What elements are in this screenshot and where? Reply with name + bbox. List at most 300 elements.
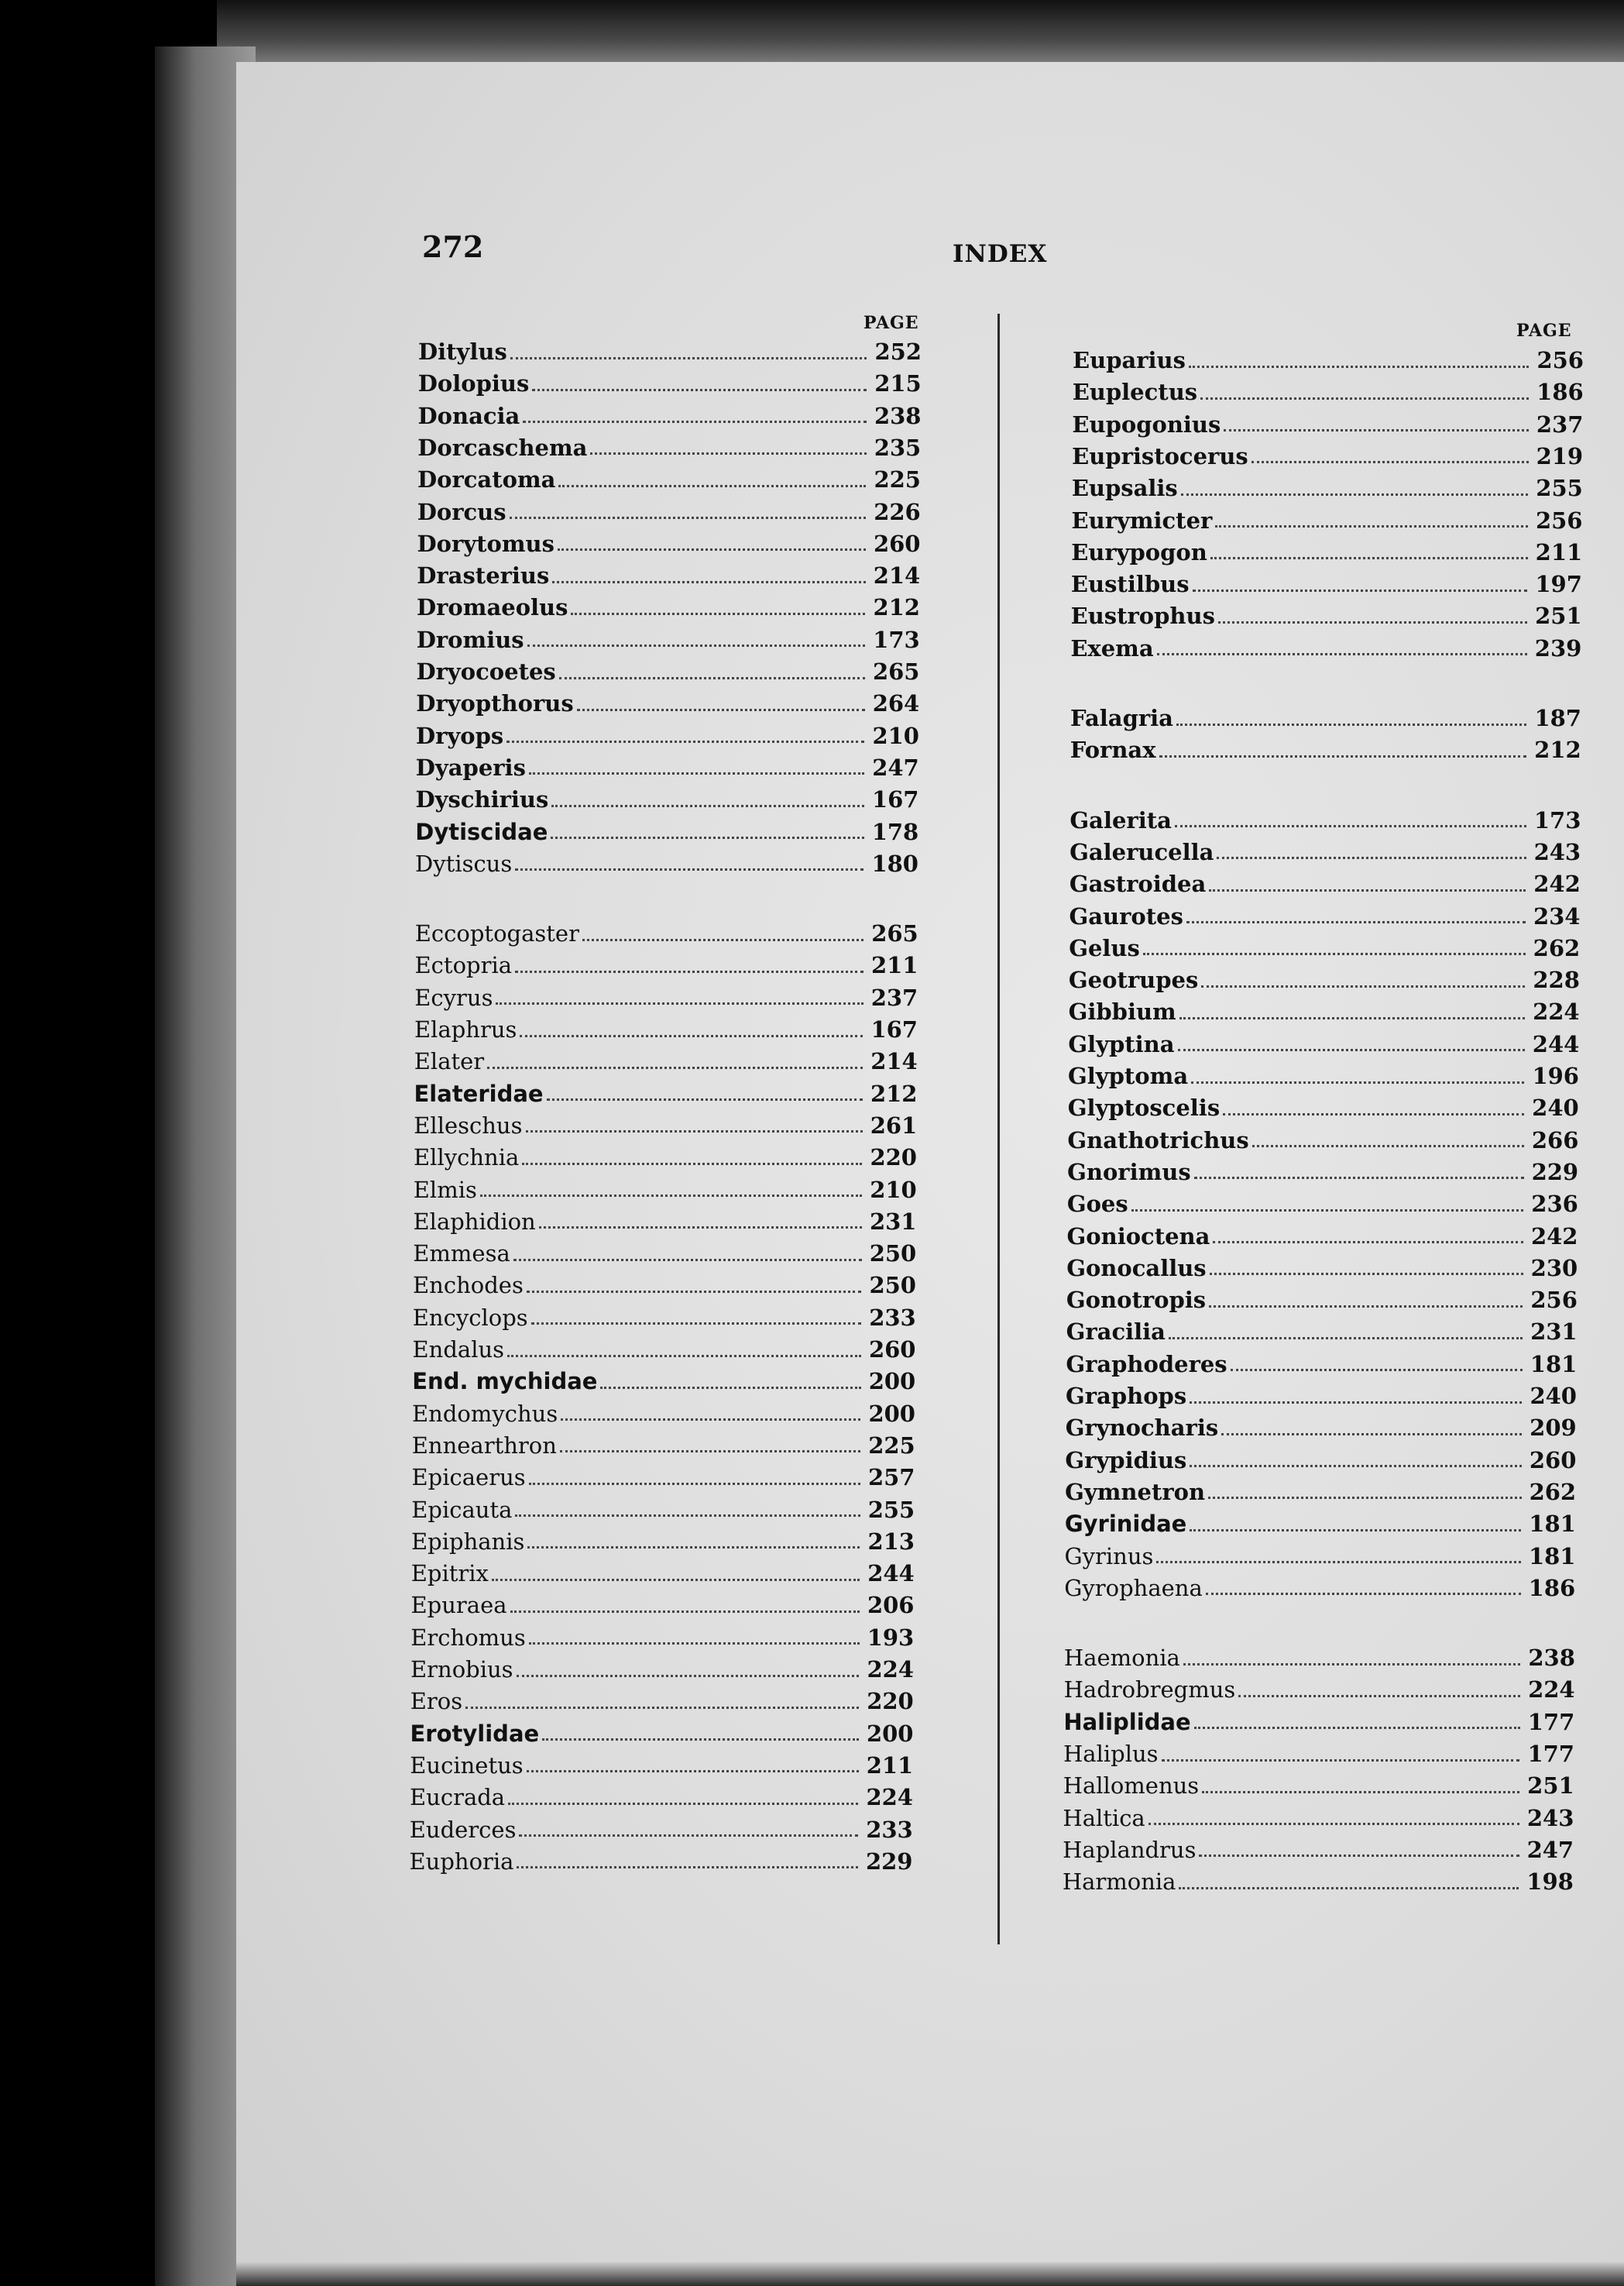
genus-name: Dorcus bbox=[417, 498, 506, 525]
index-entry bbox=[415, 848, 918, 879]
dot-leader bbox=[480, 1195, 862, 1197]
family-name: Erotylidae bbox=[410, 1720, 540, 1747]
page-reference: 224 bbox=[867, 1656, 914, 1683]
page-reference: 265 bbox=[872, 658, 920, 685]
dot-leader bbox=[1193, 590, 1528, 592]
genus-name: Emmesa bbox=[413, 1240, 510, 1267]
index-entry bbox=[1070, 734, 1581, 765]
index-entry bbox=[1063, 1866, 1574, 1897]
index-entry bbox=[417, 592, 920, 623]
index-entry bbox=[417, 432, 921, 463]
index-entry bbox=[416, 688, 919, 719]
page-reference: 265 bbox=[871, 920, 918, 947]
genus-name: Haemonia bbox=[1063, 1645, 1180, 1672]
dot-leader bbox=[559, 677, 865, 679]
index-entry bbox=[1069, 996, 1580, 1027]
genus-name: Elaphidion bbox=[413, 1208, 536, 1235]
page-reference: 233 bbox=[866, 1816, 913, 1843]
page-reference: 228 bbox=[1533, 967, 1580, 994]
dot-leader bbox=[1194, 1177, 1524, 1179]
dot-leader bbox=[547, 1098, 863, 1101]
index-entry bbox=[1067, 1157, 1578, 1188]
index-entry bbox=[1064, 1573, 1575, 1604]
genus-name: Encyclops bbox=[412, 1304, 528, 1331]
page-reference: 238 bbox=[1528, 1645, 1575, 1672]
dot-leader bbox=[531, 1322, 862, 1325]
dot-leader bbox=[506, 741, 864, 743]
dot-leader bbox=[527, 645, 866, 647]
index-entry bbox=[1072, 409, 1583, 440]
dot-leader bbox=[517, 1675, 860, 1677]
index-entry bbox=[418, 368, 922, 399]
dot-leader bbox=[1224, 429, 1529, 431]
genus-name: Dorytomus bbox=[417, 530, 554, 557]
index-entry bbox=[1070, 633, 1581, 664]
genus-name: Geotrupes bbox=[1068, 967, 1199, 994]
genus-name: Epitrix bbox=[410, 1560, 489, 1587]
page-reference: 187 bbox=[1534, 705, 1581, 731]
genus-name: Grypidius bbox=[1065, 1446, 1187, 1473]
page-reference: 211 bbox=[866, 1751, 914, 1779]
page-reference: 260 bbox=[873, 530, 921, 557]
page-reference: 256 bbox=[1536, 347, 1584, 373]
page-reference: 200 bbox=[866, 1720, 914, 1747]
dot-leader bbox=[515, 971, 864, 973]
index-entry bbox=[413, 1270, 916, 1301]
index-entry bbox=[1066, 1380, 1577, 1411]
index-entry bbox=[1071, 600, 1582, 631]
genus-name: Exema bbox=[1070, 634, 1154, 662]
index-entry bbox=[412, 1430, 915, 1461]
index-entry bbox=[417, 464, 921, 495]
dot-leader bbox=[510, 357, 867, 359]
index-entry bbox=[1063, 1738, 1574, 1769]
dot-leader bbox=[1213, 1241, 1523, 1243]
dot-leader bbox=[1186, 921, 1526, 923]
index-entry bbox=[416, 784, 919, 815]
dot-leader bbox=[529, 772, 864, 775]
page-reference: 238 bbox=[874, 402, 922, 429]
index-entry bbox=[411, 1590, 915, 1621]
page-reference: 210 bbox=[870, 1176, 917, 1203]
index-entry bbox=[416, 752, 919, 783]
genus-name: Ennearthron bbox=[411, 1432, 557, 1459]
index-entry bbox=[411, 1526, 915, 1557]
index-entry bbox=[1063, 1834, 1574, 1865]
page-reference: 266 bbox=[1531, 1126, 1579, 1153]
dot-leader bbox=[1162, 1759, 1520, 1762]
page-reference: 224 bbox=[1528, 1676, 1575, 1703]
page-reference: 219 bbox=[1536, 442, 1584, 469]
genus-name: Ditylus bbox=[418, 339, 507, 365]
genus-name: Grynocharis bbox=[1065, 1415, 1219, 1442]
dot-leader bbox=[1238, 1695, 1520, 1697]
page-reference: 252 bbox=[874, 339, 922, 365]
genus-name: Euparius bbox=[1073, 347, 1186, 373]
page-reference: 242 bbox=[1533, 871, 1581, 898]
index-entry bbox=[1070, 805, 1581, 836]
genus-name: Ellychnia bbox=[414, 1144, 520, 1171]
page-reference: 237 bbox=[870, 984, 918, 1011]
page-reference: 250 bbox=[869, 1240, 917, 1267]
page-reference: 229 bbox=[865, 1848, 913, 1875]
genus-name: Donacia bbox=[417, 402, 520, 429]
page-reference: 244 bbox=[867, 1560, 915, 1587]
index-entry bbox=[1071, 569, 1582, 600]
genus-name: Dyschirius bbox=[415, 786, 549, 813]
genus-name: Eccoptogaster bbox=[414, 920, 579, 947]
dot-leader bbox=[1231, 1369, 1523, 1371]
page-reference: 198 bbox=[1526, 1868, 1574, 1896]
page-reference: 260 bbox=[868, 1336, 916, 1363]
index-entry bbox=[1065, 1508, 1576, 1539]
page-reference: 209 bbox=[1530, 1415, 1577, 1442]
page-reference: 181 bbox=[1529, 1511, 1576, 1538]
page-reference: 242 bbox=[1530, 1222, 1578, 1250]
dot-leader bbox=[510, 1611, 860, 1613]
page-reference: 251 bbox=[1535, 603, 1582, 630]
index-entry bbox=[414, 1206, 917, 1237]
page-reference: 250 bbox=[869, 1272, 916, 1299]
page-reference: 239 bbox=[1534, 634, 1582, 662]
dot-leader bbox=[496, 1002, 863, 1005]
family-name: Haliplidae bbox=[1063, 1708, 1191, 1735]
page-reference: 211 bbox=[870, 952, 918, 979]
index-entry bbox=[1069, 933, 1580, 964]
dot-leader bbox=[1201, 985, 1525, 988]
page-reference: 243 bbox=[1533, 838, 1581, 865]
dot-leader bbox=[1206, 1593, 1521, 1595]
book-page bbox=[236, 62, 1624, 2286]
top-shadow bbox=[217, 0, 1624, 70]
page-reference: 173 bbox=[1533, 806, 1581, 834]
index-entry bbox=[417, 560, 920, 591]
genus-name: Galerucella bbox=[1070, 838, 1214, 865]
index-entry bbox=[1065, 1541, 1576, 1572]
page-reference: 180 bbox=[871, 850, 918, 877]
index-entry bbox=[414, 1046, 918, 1077]
genus-name: Gracilia bbox=[1066, 1318, 1166, 1346]
index-entry bbox=[415, 950, 918, 981]
column-divider bbox=[997, 314, 1000, 1944]
page-reference: 236 bbox=[1531, 1191, 1578, 1218]
genus-name: Elmis bbox=[413, 1176, 477, 1203]
index-entry bbox=[1073, 345, 1584, 376]
genus-name: Epuraea bbox=[410, 1592, 507, 1619]
dot-leader bbox=[510, 517, 867, 519]
genus-name: Epiphanis bbox=[411, 1528, 525, 1555]
page-reference: 240 bbox=[1530, 1383, 1577, 1409]
page-reference: 181 bbox=[1528, 1542, 1576, 1569]
page-reference: 210 bbox=[872, 722, 919, 749]
genus-name: Haliplus bbox=[1063, 1741, 1159, 1767]
genus-name: Goes bbox=[1066, 1191, 1128, 1218]
index-entry bbox=[418, 336, 922, 367]
page-reference: 177 bbox=[1527, 1708, 1575, 1735]
dot-leader bbox=[1159, 755, 1527, 758]
index-entry bbox=[1066, 1349, 1577, 1380]
dot-leader bbox=[529, 1483, 860, 1485]
dot-leader bbox=[582, 939, 864, 941]
index-entry bbox=[1070, 703, 1581, 734]
running-head: INDEX bbox=[953, 240, 1048, 268]
genus-name: Dryocoetes bbox=[416, 658, 556, 685]
index-entry bbox=[1067, 1221, 1578, 1252]
page-reference: 178 bbox=[871, 818, 919, 845]
genus-name: Epicaerus bbox=[411, 1464, 526, 1491]
page-reference: 211 bbox=[1535, 538, 1583, 565]
index-entry bbox=[416, 720, 919, 751]
dot-leader bbox=[1183, 1663, 1521, 1666]
dot-leader bbox=[590, 452, 866, 455]
dot-leader bbox=[1179, 1887, 1519, 1889]
genus-name: Haltica bbox=[1063, 1804, 1145, 1831]
dot-leader bbox=[527, 1546, 860, 1549]
page-reference: 234 bbox=[1533, 902, 1581, 930]
dot-leader bbox=[1157, 653, 1527, 655]
genus-name: Eucrada bbox=[410, 1784, 506, 1811]
genus-name: Glyptoscelis bbox=[1067, 1095, 1221, 1122]
page-reference: 231 bbox=[1530, 1318, 1578, 1346]
index-entry bbox=[417, 656, 920, 687]
index-entry bbox=[412, 1366, 915, 1397]
page-reference: 235 bbox=[874, 434, 922, 461]
index-entry bbox=[415, 918, 918, 949]
dot-leader bbox=[561, 1418, 860, 1421]
index-entry bbox=[411, 1558, 915, 1589]
dot-leader bbox=[522, 1163, 862, 1165]
index-entry bbox=[1066, 1412, 1577, 1443]
genus-name: Drasterius bbox=[417, 562, 550, 590]
page-reference: 200 bbox=[868, 1368, 916, 1395]
dot-leader bbox=[532, 389, 867, 391]
genus-name: Epicauta bbox=[411, 1496, 513, 1523]
index-entry bbox=[410, 1654, 914, 1685]
index-entry bbox=[410, 1846, 913, 1877]
index-entry bbox=[1064, 1674, 1575, 1705]
dot-leader bbox=[1200, 397, 1529, 400]
dot-leader bbox=[527, 1770, 859, 1772]
page-reference: 167 bbox=[870, 1016, 918, 1043]
page-reference: 237 bbox=[1536, 411, 1584, 438]
page-reference: 240 bbox=[1532, 1095, 1579, 1122]
dot-leader bbox=[1191, 1081, 1524, 1084]
dot-leader bbox=[515, 868, 864, 871]
genus-name: Graphops bbox=[1066, 1383, 1187, 1409]
dot-leader bbox=[1169, 1337, 1523, 1339]
index-entry bbox=[1072, 441, 1583, 472]
index-entry bbox=[1067, 1125, 1578, 1156]
page-reference: 212 bbox=[873, 594, 920, 621]
page-number: 272 bbox=[422, 229, 484, 264]
dot-leader bbox=[539, 1226, 862, 1229]
index-entry bbox=[1073, 376, 1584, 407]
dot-leader bbox=[1202, 1791, 1519, 1793]
genus-name: Dolopius bbox=[417, 370, 530, 397]
index-entry bbox=[1070, 868, 1581, 899]
page-reference: 200 bbox=[868, 1400, 915, 1427]
page-reference: 186 bbox=[1536, 379, 1584, 406]
dot-leader bbox=[520, 1035, 863, 1037]
index-entry bbox=[1065, 1476, 1576, 1507]
dot-leader bbox=[1223, 1113, 1524, 1115]
index-entry bbox=[1063, 1707, 1574, 1738]
genus-name: Ernobius bbox=[410, 1656, 513, 1683]
genus-name: Dryops bbox=[416, 722, 504, 749]
family-name: End. mychidae bbox=[412, 1368, 598, 1395]
genus-name: Dorcaschema bbox=[417, 434, 588, 461]
page-reference: 214 bbox=[870, 1048, 918, 1075]
dot-leader bbox=[542, 1738, 859, 1741]
page-reference: 220 bbox=[867, 1688, 914, 1715]
genus-name: Dorcatoma bbox=[417, 466, 556, 493]
page-bottom-edge bbox=[236, 2262, 1624, 2286]
dot-leader bbox=[526, 1130, 863, 1133]
genus-name: Enchodes bbox=[413, 1272, 524, 1299]
genus-name: Glyptina bbox=[1068, 1030, 1175, 1057]
genus-name: Eurymicter bbox=[1071, 507, 1213, 534]
genus-name: Gymnetron bbox=[1065, 1478, 1206, 1505]
genus-name: Gonocallus bbox=[1066, 1254, 1207, 1281]
dot-leader bbox=[523, 421, 867, 423]
dot-leader bbox=[1189, 366, 1529, 368]
dot-leader bbox=[1209, 889, 1526, 892]
index-entry bbox=[413, 1238, 916, 1269]
dot-leader bbox=[1156, 1561, 1521, 1563]
genus-name: Dryopthorus bbox=[416, 690, 574, 717]
genus-name: Elaphrus bbox=[414, 1016, 517, 1043]
page-reference: 256 bbox=[1530, 1287, 1578, 1314]
page-reference: 196 bbox=[1532, 1063, 1579, 1089]
index-entry bbox=[410, 1718, 914, 1749]
genus-name: Gastroidea bbox=[1069, 871, 1207, 898]
index-entry bbox=[1064, 1642, 1575, 1673]
genus-name: Dytiscus bbox=[415, 850, 513, 877]
genus-name: Eurypogon bbox=[1071, 538, 1207, 565]
page-reference: 264 bbox=[872, 690, 920, 717]
index-entry bbox=[417, 497, 921, 528]
page-reference: 261 bbox=[870, 1112, 918, 1139]
index-entry bbox=[413, 1334, 916, 1365]
genus-name: Eustrophus bbox=[1070, 603, 1215, 630]
family-name: Elateridae bbox=[414, 1080, 544, 1107]
dot-leader bbox=[517, 1866, 857, 1868]
index-entry bbox=[412, 1462, 915, 1493]
dot-leader bbox=[558, 548, 866, 551]
index-entry bbox=[417, 528, 921, 559]
dot-leader bbox=[487, 1067, 863, 1069]
page-reference: 247 bbox=[1526, 1836, 1574, 1863]
page-reference: 257 bbox=[867, 1464, 915, 1491]
dot-leader bbox=[508, 1803, 858, 1805]
genus-name: Haplandrus bbox=[1063, 1836, 1197, 1863]
genus-name: Gibbium bbox=[1068, 999, 1176, 1026]
genus-name: Endalus bbox=[412, 1336, 505, 1363]
page-reference: 251 bbox=[1527, 1772, 1574, 1800]
genus-name: Gelus bbox=[1069, 934, 1140, 961]
dot-leader bbox=[465, 1707, 859, 1709]
dot-leader bbox=[577, 709, 865, 711]
dot-leader bbox=[1221, 1433, 1522, 1435]
dot-leader bbox=[1178, 1049, 1525, 1051]
genus-name: Gonioctena bbox=[1066, 1222, 1210, 1250]
dot-leader bbox=[1208, 1497, 1522, 1499]
page-reference: 225 bbox=[874, 466, 921, 493]
dot-leader bbox=[1131, 1209, 1524, 1212]
index-entry bbox=[415, 816, 918, 847]
page-reference: 167 bbox=[871, 786, 919, 813]
page-reference: 225 bbox=[868, 1432, 915, 1459]
page-reference: 262 bbox=[1533, 934, 1581, 961]
genus-name: Fornax bbox=[1070, 737, 1156, 764]
index-entry bbox=[413, 1302, 916, 1333]
page-reference: 230 bbox=[1530, 1254, 1578, 1281]
dot-leader bbox=[1194, 1727, 1520, 1729]
index-entry bbox=[1069, 964, 1580, 995]
page-reference: 244 bbox=[1532, 1030, 1580, 1057]
dot-leader bbox=[527, 1291, 862, 1293]
index-entry bbox=[1070, 901, 1581, 932]
index-entry bbox=[1072, 505, 1583, 536]
page-reference: 262 bbox=[1529, 1478, 1577, 1505]
genus-name: Ecyrus bbox=[414, 984, 493, 1011]
dot-leader bbox=[558, 485, 866, 487]
dot-leader bbox=[571, 613, 865, 615]
dot-leader bbox=[1218, 621, 1527, 624]
index-entry bbox=[1063, 1770, 1574, 1801]
index-entry bbox=[1068, 1029, 1579, 1060]
index-entry bbox=[1068, 1060, 1579, 1091]
page-reference: 173 bbox=[873, 626, 920, 653]
page-reference: 256 bbox=[1535, 507, 1583, 534]
dot-leader bbox=[513, 1259, 862, 1261]
dot-leader bbox=[492, 1579, 860, 1581]
dot-leader bbox=[1209, 1305, 1523, 1308]
index-entry bbox=[412, 1398, 915, 1429]
dot-leader bbox=[1210, 557, 1528, 559]
dot-leader bbox=[515, 1514, 860, 1517]
dot-leader bbox=[1175, 825, 1526, 827]
genus-name: Dromaeolus bbox=[417, 594, 568, 621]
left-page-column-label: PAGE bbox=[864, 313, 919, 333]
dot-leader bbox=[551, 805, 864, 807]
dot-leader bbox=[1179, 1017, 1525, 1019]
index-entry bbox=[414, 1110, 917, 1141]
index-entry bbox=[414, 1142, 917, 1173]
index-entry bbox=[1063, 1803, 1574, 1834]
dot-leader bbox=[529, 1642, 860, 1645]
page-reference: 213 bbox=[867, 1528, 915, 1555]
index-entry bbox=[1071, 537, 1582, 568]
dot-leader bbox=[1199, 1855, 1519, 1857]
genus-name: Eucinetus bbox=[410, 1751, 524, 1779]
genus-name: Eupogonius bbox=[1072, 411, 1221, 438]
genus-name: Euderces bbox=[409, 1816, 517, 1843]
page-reference: 260 bbox=[1529, 1446, 1577, 1473]
index-entry bbox=[414, 1014, 918, 1045]
page-reference: 197 bbox=[1535, 571, 1582, 598]
index-entry bbox=[410, 1750, 913, 1781]
page-reference: 220 bbox=[870, 1144, 917, 1171]
index-entry bbox=[1068, 1092, 1579, 1123]
page-reference: 224 bbox=[866, 1784, 913, 1811]
genus-name: Gyrinus bbox=[1064, 1542, 1154, 1569]
genus-name: Gaurotes bbox=[1069, 902, 1183, 930]
dot-leader bbox=[1217, 857, 1526, 859]
genus-name: Gnathotrichus bbox=[1067, 1126, 1249, 1153]
index-entry bbox=[418, 400, 922, 431]
genus-name: Graphoderes bbox=[1066, 1350, 1227, 1377]
